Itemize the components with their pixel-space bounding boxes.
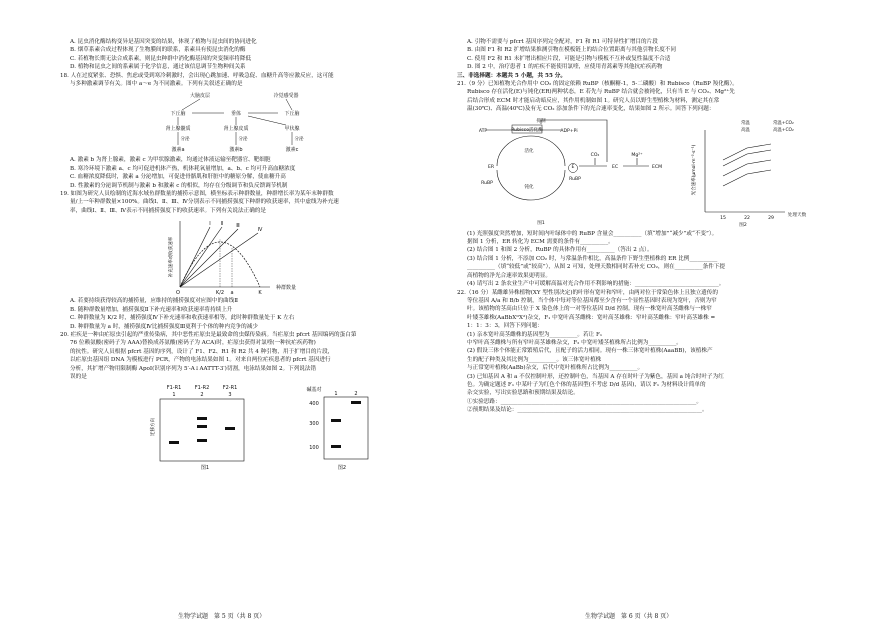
right-page-footer: 生物学试题 第 6 页（共 8 页） <box>585 613 673 620</box>
right-column <box>457 38 809 415</box>
q19-tick-a: a <box>230 290 234 296</box>
option-line: D. 性激素的分泌调节机制与激素 b 和激素 c 的相似，均存在分级调节和负反馈调节机制 <box>70 182 288 189</box>
fig1-label-er: ER <box>487 164 495 170</box>
fig1-band-lane2-b <box>197 425 207 428</box>
q20-stem <box>60 331 412 381</box>
fig1-label-co2: CO₂ <box>590 152 600 158</box>
diagram-node-cortex: 大脑皮层 <box>189 93 211 100</box>
diagram-node-hormone-c: 激素c <box>285 147 299 154</box>
q18-options <box>60 156 412 190</box>
question-stem-line: 22.（16 分）某雌雄异株植物(XY 型性别决定)的叶形有宽叶和窄叶，由两对位于常染色体上且独立遗传的 <box>457 289 718 296</box>
chart2-x-label: 处理天数 <box>787 212 807 218</box>
question-stem-line: 1：1：3：3，回答下列问题： <box>467 323 543 330</box>
q19-curve-label-4: Ⅳ <box>257 227 263 234</box>
diagram-node-adrenal-cortex: 肾上腺皮质 <box>223 126 249 133</box>
sub-question-line: 据图 1 分析，ER 转化为 ECM 需要的条件有__________。 <box>467 239 614 246</box>
diagram-node-hypothalamus-right: 下丘脑 <box>284 111 300 118</box>
fig2-tick-300: 300 <box>309 421 319 428</box>
fig1-lane-label-2: F1-R2 <box>194 385 210 392</box>
sub-question-line: 生的配子种类及其比例为__________。该三体宽叶植株 <box>467 356 602 363</box>
sub-question-line: (4) 请写出 2 条农业生产中可缓解高温对光合作用不利影响的措施：______________________________。 <box>467 281 725 288</box>
fig1-lane-label-3: F2-R1 <box>222 385 238 392</box>
sub-question-line: 杂交实验，写出实验思路和预期结果及结论。 <box>467 390 579 397</box>
fig1-label-atp: ATP <box>478 128 488 134</box>
option-line: B. 烟草系素合成过程体现了生物膜间的联系，系素具有使昆虫消化的酶 <box>70 47 246 54</box>
q19-curve-label-2: Ⅱ <box>220 221 224 228</box>
sub-question-line: 色。为确定题述 F₁ 中某叶子为红色个体的基因型(不考虑 D/d 基因)，请以 F₁ 为材料设计简单的 <box>467 381 706 388</box>
diagram-node-pituitary: 垂体 <box>230 111 242 118</box>
fig1-label-inhibit: 抑制 <box>536 118 546 124</box>
option-line: C. 若植物长期无法合成系素，则昆虫种群中消化酶基因的突变频率将降低 <box>70 55 252 62</box>
q19-tick-k: K <box>258 290 262 296</box>
left-page-footer: 生物学试题 第 5 页（共 8 页） <box>178 613 266 620</box>
fig2-caption: 图2 <box>337 465 347 472</box>
sub-question-line: __________（填“较低”或“较高”），从图 2 可知，处理天数相同时若补充 CO₂，则在__________条件下提 <box>467 264 725 271</box>
sub-question-line: (1) 亲本宽叶高茎雌株的基因型为__________。若让 F₁ <box>467 331 603 338</box>
option-line: A. 若要持续获得较高的捕捞量，应维持的捕捞强度对应图中的曲线Ⅱ <box>70 298 239 305</box>
q21-questions <box>457 230 809 289</box>
option-line: A. 昆虫消化酶结构变异是基因突变的结果，体现了植物与昆虫间的协同进化 <box>70 39 257 45</box>
q19-y-axis-label: 补充速率或收获速率 <box>169 237 174 278</box>
sub-question-line: (1) 光照强度突然增加，短时间内叶绿体中的 RuBP 含量会__________（填“增加”“减少”或“不变”）。 <box>467 230 718 237</box>
fig2-lane-number-1: 1 <box>334 391 338 398</box>
diagram-node-hormone-b: 激素b <box>229 147 243 154</box>
chart2-series-2 <box>723 150 771 166</box>
q18-diagram-svg <box>60 90 412 154</box>
diagram-edge-label-1: 分泌 <box>180 137 190 143</box>
question-stem-line: 20. 疟疾是一种由疟原虫引起的严重传染病，其中恶性疟原虫是最致命的虫媒传染病。当疟原虫 pfcrt 基因编码的蛋白第 <box>60 331 357 338</box>
q20-electrophoresis-figures <box>60 383 412 471</box>
fig2-lane-number-2: 2 <box>354 391 358 398</box>
q21-figures <box>457 116 809 228</box>
sub-question-line: (3) 结合图 1 分析，不添加 CO₂ 时，与常温条件相比，高温条件下野生型植株的 ER 比例__________ <box>467 255 718 262</box>
question-stem-line: 量/上一年种群数量×100%。曲线Ⅰ、Ⅱ、Ⅲ、Ⅳ分别表示不同捕捞强度下种群的收获速率，其中虚线为补充速 <box>70 199 339 206</box>
q19-curve-label-1: Ⅰ <box>209 221 211 228</box>
fig1-lane-number-3: 3 <box>228 392 232 399</box>
question-stem-line: 以疟原虫基因组 DNA 为模板进行 PCR，产物的电泳结果如图 1。对来自两位疟疾患者的 pfcrt 基因进行 <box>70 357 331 364</box>
chart2-tick-29: 29 <box>768 215 774 221</box>
fig1-label-mg: Mg²⁺ <box>631 152 643 158</box>
fig2-title: 碱基对 <box>306 387 322 394</box>
question-stem-line: 叶矮茎雄株(AaBbXᴰXᵈ)杂交，F₁ 中宽叶高茎雌株：宽叶高茎雄株：窄叶高茎雌株：窄叶高茎雄株 = <box>467 314 716 321</box>
fig2-band-lane1-b <box>331 445 341 448</box>
q19-harvest-line-2 <box>180 227 222 287</box>
q22-stem <box>457 289 809 331</box>
question-stem-line: 19. 如图为研究人员绘制的近海水域鱼群数量的捕捞示意图，横坐标表示种群数量，种群增长率为某年末种群数 <box>60 191 334 198</box>
chart2-tick-22: 22 <box>744 215 750 221</box>
fig2-band-lane2 <box>351 401 361 404</box>
question-stem-line: 叶。该植物的茎高由只位于 X 染色体上的一对等位基因 D/d 控制。现有一株宽叶高茎雌株与一株窄 <box>467 306 712 313</box>
chart2-legend-1: 常温 <box>741 120 750 126</box>
sub-question-line: 与正常宽叶植株(AaBb)杂交，后代中宽叶植株所占比例为__________。 <box>467 365 644 372</box>
chart2-legend-3: 高温 <box>741 127 750 133</box>
q19-chart-svg <box>60 217 412 295</box>
diagram-edge-label-3: 分泌 <box>294 137 304 143</box>
question-stem-line: 温(30℃)、高温(40℃)及有无 CO₂ 添加条件下的光合速率变化，结果如图 2 所示。回答下列问题： <box>467 106 715 113</box>
option-line: B. 由图 F1 和 R2 扩增结果推测引物在模板链上的结合位置距离与其他引物长度不同 <box>467 47 676 54</box>
q20-options <box>457 38 809 72</box>
sub-question-line: (2) 假设三体个体能正常繁殖后代，且配子的活力相同。现有一株三体宽叶植株(AaaBB)，该植株产 <box>467 348 713 355</box>
diagram-node-adrenal-medulla: 肾上腺髓质 <box>165 126 191 133</box>
fig1-label-rubp-left: RuBP <box>481 180 493 186</box>
section-title: 三、非选择题：本题共 5 小题，共 55 分。 <box>457 72 566 79</box>
q19-harvest-line-4 <box>180 233 258 287</box>
option-line: A. 引物不需要与 pfcrt 基因序列完全配对，F1 和 R1 可特异性扩增目的片段 <box>467 39 658 45</box>
fig2-gel-frame <box>324 397 368 459</box>
option-line: D. 植物和昆虫之间的系素属于化学信息，通过该信息调节生物种间关系 <box>70 64 246 71</box>
question-stem-line: 的抗性。研究人员根据 pfcrt 基因的序列，设计了 F1、F2、R1 和 R2 共 4 种引物，用于扩增目的片段， <box>70 348 334 355</box>
right-page <box>435 0 870 630</box>
q20-figures-svg <box>60 383 412 471</box>
chart2-series-1 <box>723 144 771 160</box>
left-column <box>60 38 412 473</box>
option-line: A. 激素 b 为肾上腺素，激素 c 为甲状腺激素，均通过体液运输至靶器官、靶细胞 <box>70 157 271 164</box>
option-line: C. 种群数量为 K/2 时，捕捞强度Ⅳ下补充速率和收获速率相等，此时种群数量处于 K 左右 <box>70 315 295 322</box>
chart2-legend-4: 高温+CO₂ <box>773 127 794 133</box>
question-stem-line: 误的是 <box>70 373 87 380</box>
question-stem-line: 76 位赖氨酸(密码子为 AAA)替换成苏氨酸(密码子为 ACA)时，疟原虫获得对氯喹(一种抗疟疾药物) <box>70 340 316 347</box>
fig1-y-label: 迁移方向 <box>151 418 156 437</box>
q19-options <box>60 297 412 331</box>
q19-stem <box>60 190 412 215</box>
diagram-node-hypothalamus-left: 下丘脑 <box>170 111 186 118</box>
q19-harvest-line-3 <box>180 229 238 287</box>
fig1-band-lane2-a <box>197 417 207 420</box>
fig1-band-lane1 <box>169 441 179 444</box>
q21-stem <box>457 80 809 114</box>
option-line: B. 随种群数量增加，捕捞强度Ⅱ下补充速率和收获速率将持续上升 <box>70 306 233 313</box>
q19-x-axis-label: 种群数量 <box>275 285 297 292</box>
q18-hormone-diagram <box>60 90 412 154</box>
fig1-lane-number-1: 1 <box>172 392 176 399</box>
fig1-lane-number-2: 2 <box>200 392 204 399</box>
option-line: C. 使用 F2 和 R1 未扩增出相应片段，可能是引物与模板不互补或复性温度不合适 <box>467 55 671 62</box>
fig1-label-e: E <box>571 164 575 170</box>
question-stem-line: 率，曲线Ⅰ、Ⅱ、Ⅲ、Ⅳ表示不同捕捞强度下的收获速率。下列有关说法正确的是 <box>70 207 266 214</box>
chart2-legend-2: 常温+CO₂ <box>773 120 794 126</box>
question-stem-line: 18. 人在过度紧张、恐惧、焦虑或受到寒冷刺激时，会出现心跳加速、呼吸急促、血糖升高等应激反应，这可能 <box>60 72 334 79</box>
chart2-caption: 图2 <box>739 222 747 228</box>
sub-question-line: (3) 已知基因 A 和 a 不仅控制叶形，还控制叶色，当基因 A 存在时叶子为紫色，基因 a 纯合时叶子为红 <box>467 373 724 380</box>
fig1-band-lane3 <box>225 427 235 430</box>
sub-question-line: (2) 结合图 1 和图 2 分析，RuBP 的具体作用有__________（答出 2 点）。 <box>467 247 653 254</box>
chart2-tick-15: 15 <box>720 215 726 221</box>
question-stem-line: 分析，其扩增产物用限制酶 ApoⅠ(识别序列为 5′-A↓AATTT-3′)切割，电泳结果如图 2。下列说法错 <box>70 365 317 372</box>
fig1-label-activase: Rubisco活化酶 <box>511 127 543 133</box>
fig2-tick-100: 100 <box>309 445 319 452</box>
fig1-label-rubp-right: RuBP <box>569 176 581 182</box>
sub-question-line: 高植物的净光合速率效果更明显。 <box>467 272 551 279</box>
fig2-band-lane1-a <box>331 419 341 422</box>
q19-harvest-line-1 <box>180 227 210 287</box>
option-line: C. 血糖浓度降低时，激素 a 分泌增加，可促进骨骼肌和肝脏中的糖原分解，使血糖升高 <box>70 174 286 181</box>
q19-tick-origin: O <box>176 290 180 296</box>
question-stem-line: 后结合形成 ECM 时才能启动暗反应，其作用机制如图 1。研究人员以野生型植株为材料，测定其在常 <box>467 97 720 104</box>
chart2-series-lines <box>723 144 771 186</box>
diagram-node-hormone-a: 激素a <box>171 147 185 154</box>
q22-questions <box>457 331 809 415</box>
option-line: D. 种群数量为 a 时，捕捞强度Ⅳ比捕捞强度Ⅲ更利于个体的种内竞争的减少 <box>70 323 258 330</box>
q17-options <box>60 38 412 72</box>
fig1-caption: 图1 <box>200 465 210 472</box>
fig1-band-lane2-c <box>197 439 207 442</box>
fig1-caption: 图1 <box>537 220 545 226</box>
question-stem-line: 等位基因 A/a 和 B/b 控制，当个体中每对等位基因都至少含有一个显性基因时表现为宽叶，否则为窄 <box>467 297 717 304</box>
option-line: B. 寒冷环境下激素 a、c 均可促进机体产热，机体耗氧量增加，a、b、c 均可升高血糖浓度 <box>70 165 296 172</box>
fig1-lane-label-1: F1-R1 <box>166 385 182 392</box>
chart2-y-label: 光合速率(μmol·m⁻²·s⁻¹) <box>692 144 697 196</box>
diagram-arrows <box>178 99 292 145</box>
question-stem-line: 与多种激素调节有关。图中 a～e 为不同激素。下列有关叙述正确的是 <box>70 81 243 88</box>
option-line: D. 图 2 中，治疗患者 1 的疟疾不能使用氯喹，应使用青蒿素等其他抗疟疾药物 <box>467 64 663 71</box>
fig1-label-adp: ADP+Pi <box>560 128 578 134</box>
q19-tick-khalf: K/2 <box>215 290 225 296</box>
fig1-label-ecm: ECM <box>651 164 663 170</box>
diagram-node-thyroid: 甲状腺 <box>284 126 300 133</box>
fig1-label-activate: 活化 <box>524 148 534 154</box>
sub-question-line: ②预期结果及结论：__________________________________________________________________。 <box>467 407 708 414</box>
fig2-tick-400: 400 <box>309 401 319 408</box>
sub-question-line: ①实验思路：______________________________________________________________________。 <box>467 398 702 405</box>
question-stem-line: Rubisco 存在活化(E)与钝化(ER)两种状态，E 若先与 RuBP 结合就会被钝化，只有当 E 与 CO₂、Mg²⁺先 <box>467 89 735 96</box>
q21-figures-svg <box>457 116 809 228</box>
question-stem-line: 21.（9 分）已知植物光合作用中 CO₂ 的固定依赖 RuBP（核酮糖-1，5-二磷酸）和 Rubisco（RuBP 羧化酶）。 <box>457 81 738 88</box>
q18-stem <box>60 72 412 89</box>
diagram-edge-label-2: 分泌 <box>238 137 248 143</box>
fig1-label-inactivate: 钝化 <box>524 184 534 190</box>
q19-curve-label-3: Ⅲ <box>236 223 240 230</box>
q19-chart <box>60 217 412 295</box>
sub-question-line: 中窄叶高茎雌株与所有窄叶高茎雄株杂交，F₂ 中宽叶矮茎植株所占比例为__________。 <box>467 339 682 346</box>
fig1-label-ec: EC <box>611 164 619 170</box>
diagram-node-receptor: 冷觉感受器 <box>273 93 299 100</box>
